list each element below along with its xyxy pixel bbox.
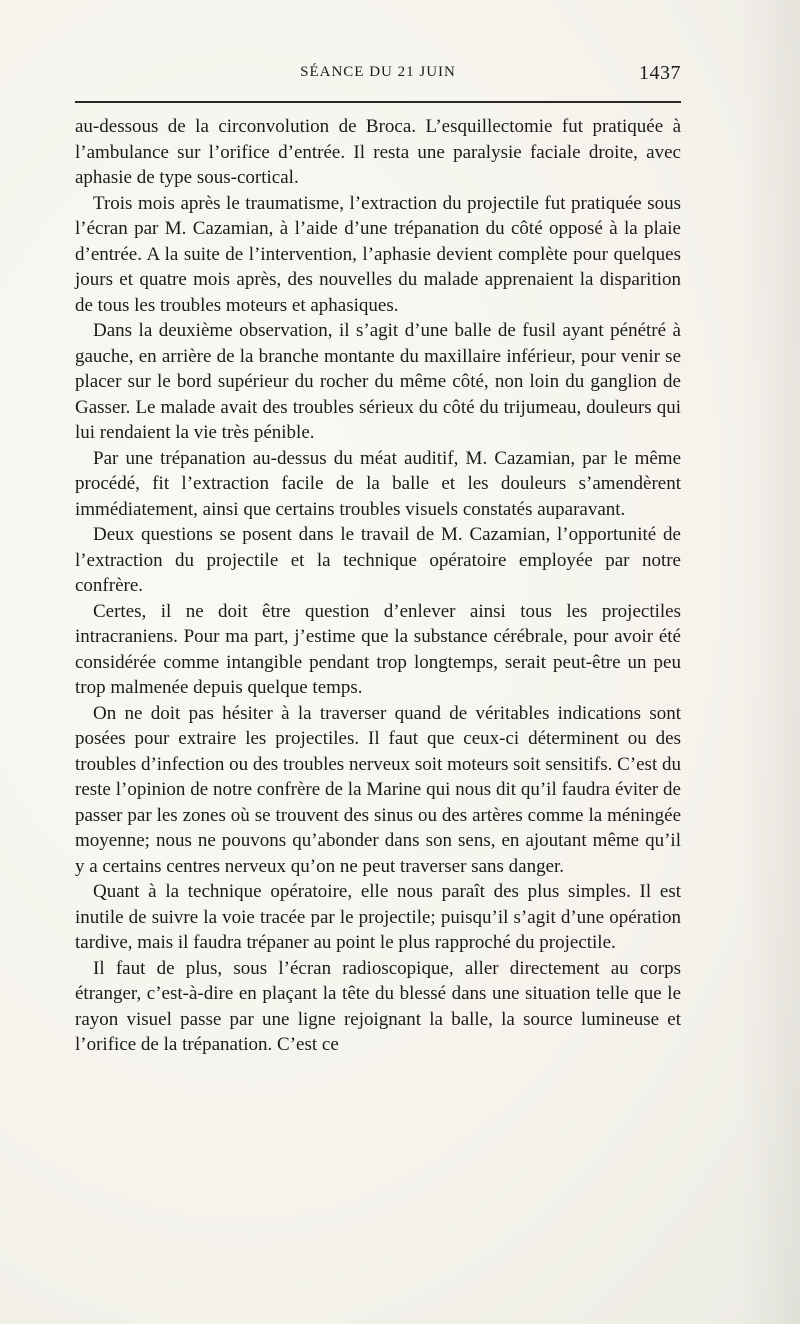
paragraph: Il faut de plus, sous l’écran radioscopique, aller directement au corps étranger, c’est-à-dire en plaçant la tête du blessé dans une situation telle que le rayon visuel passe par une ligne rejoignant la balle, la source lumineuse et l’orifice de la trépanation. C’est ce	[75, 957, 681, 1055]
paragraph: On ne doit pas hésiter à la traverser quand de véritables indications sont posées pour extraire les projectiles. Il faut que ceux-ci déterminent ou des troubles d’infection ou des troubles nerveux soit moteurs soit sensitifs. C’est du reste l’opinion de notre confrère de la Marine qui nous dit qu’il faudra éviter de passer par les zones où se trouvent des sinus ou des artères comme la méningée moyenne; nous ne pouvons qu’abonder dans son sens, en ajoutant même qu’il y a certains centres nerveux qu’on ne peut traverser sans danger.	[75, 702, 681, 877]
page-number: 1437	[639, 62, 681, 84]
paragraph: Trois mois après le traumatisme, l’extraction du projectile fut pratiquée sous l’écran par M. Cazamian, à l’aide d’une trépanation du côté opposé à la plaie d’entrée. A la suite de l’intervention, l’aphasie devient complète pour quelques jours et quatre mois après, des nouvelles du malade apprenaient la disparition de tous les troubles moteurs et aphasiques.	[75, 192, 681, 316]
paragraph: Quant à la technique opératoire, elle nous paraît des plus simples. Il est inutile de suivre la voie tracée par le projectile; puisqu’il s’agit d’une opération tardive, mais il faudra trépaner au point le plus rapproché du projectile.	[75, 881, 681, 953]
running-title: SÉANCE DU 21 JUIN	[300, 64, 456, 80]
paragraph: Par une trépanation au-dessus du méat auditif, M. Cazamian, par le même procédé, fit l’extraction facile de la balle et les douleurs s’amendèrent immédiatement, ainsi que certains troubles visuels constatés auparavant.	[75, 447, 681, 520]
header-rule	[75, 101, 681, 103]
paragraph-continuation: au-dessous de la circonvolution de Broca. L’esquillectomie fut pratiquée à l’ambulance sur l’orifice d’entrée. Il resta une paralysie faciale droite, avec aphasie de type sous-cortical.	[75, 116, 681, 188]
paragraph: Deux questions se posent dans le travail de M. Cazamian, l’opportunité de l’extraction du projectile et la technique opératoire employée par notre confrère.	[75, 524, 681, 596]
page-header	[75, 62, 681, 94]
body-text	[75, 114, 681, 1058]
paragraph: Dans la deuxième observation, il s’agit d’une balle de fusil ayant pénétré à gauche, en arrière de la branche montante du maxillaire inférieur, pour venir se placer sur le bord supérieur du rocher du même côté, non loin du ganglion de Gasser. Le malade avait des troubles sérieux du côté du trijumeau, douleurs qui lui rendaient la vie très pénible.	[75, 320, 681, 443]
page-edge-shadow	[740, 0, 800, 1324]
paragraph: Certes, il ne doit être question d’enlever ainsi tous les projectiles intracraniens. Pour ma part, j’estime que la substance cérébrale, pour avoir été considérée comme intangible pendant trop longtemps, serait peut-être un peu trop malmenée depuis quelque temps.	[75, 600, 681, 698]
